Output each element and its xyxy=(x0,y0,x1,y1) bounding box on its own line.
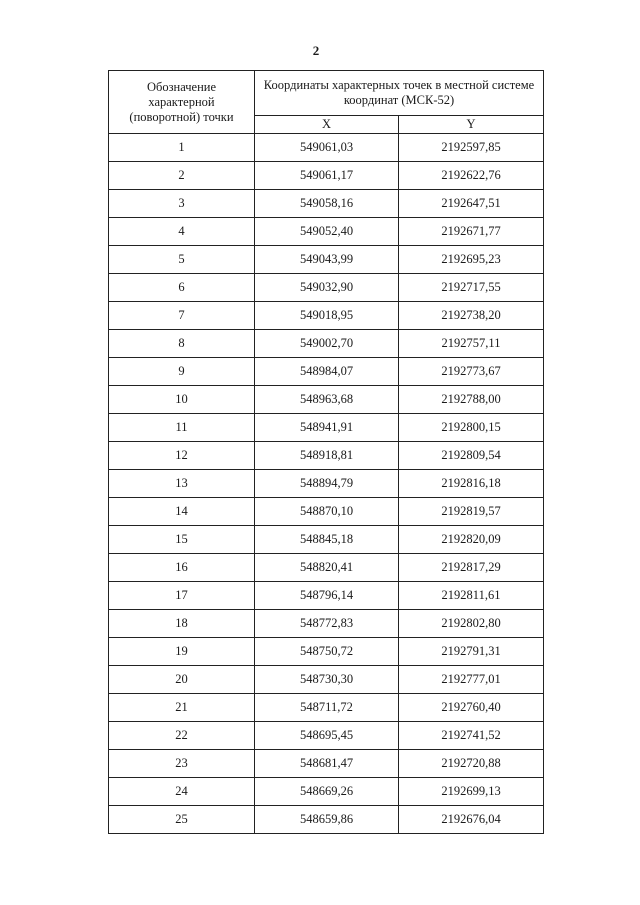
table-row xyxy=(109,162,544,190)
y-coordinate-cell: 2192760,40 xyxy=(399,694,544,722)
table-row xyxy=(109,246,544,274)
x-coordinate-cell: 548659,86 xyxy=(255,806,399,834)
x-coordinate-cell: 549058,16 xyxy=(255,190,399,218)
y-coordinate-cell: 2192791,31 xyxy=(399,638,544,666)
x-coordinate-cell: 548772,83 xyxy=(255,610,399,638)
coordinates-table xyxy=(108,70,544,834)
point-number-cell: 2 xyxy=(109,162,255,190)
y-coordinate-cell: 2192741,52 xyxy=(399,722,544,750)
point-number-cell: 22 xyxy=(109,722,255,750)
x-coordinate-cell: 549018,95 xyxy=(255,302,399,330)
point-number-cell: 7 xyxy=(109,302,255,330)
x-coordinate-cell: 548820,41 xyxy=(255,554,399,582)
point-number-cell: 4 xyxy=(109,218,255,246)
x-coordinate-cell: 548963,68 xyxy=(255,386,399,414)
y-coordinate-cell: 2192757,11 xyxy=(399,330,544,358)
x-coordinate-cell: 548750,72 xyxy=(255,638,399,666)
table-row xyxy=(109,778,544,806)
y-coordinate-cell: 2192676,04 xyxy=(399,806,544,834)
y-coordinate-cell: 2192699,13 xyxy=(399,778,544,806)
table-row xyxy=(109,750,544,778)
point-number-cell: 12 xyxy=(109,442,255,470)
y-coordinate-cell: 2192717,55 xyxy=(399,274,544,302)
point-number-cell: 25 xyxy=(109,806,255,834)
x-coordinate-cell: 548984,07 xyxy=(255,358,399,386)
y-coordinate-cell: 2192777,01 xyxy=(399,666,544,694)
table-row xyxy=(109,358,544,386)
x-coordinate-cell: 549061,03 xyxy=(255,134,399,162)
y-coordinate-cell: 2192671,77 xyxy=(399,218,544,246)
point-number-cell: 15 xyxy=(109,526,255,554)
y-coordinate-cell: 2192811,61 xyxy=(399,582,544,610)
table-row xyxy=(109,218,544,246)
y-coordinate-cell: 2192809,54 xyxy=(399,442,544,470)
table-row xyxy=(109,722,544,750)
x-coordinate-cell: 548870,10 xyxy=(255,498,399,526)
y-coordinate-cell: 2192622,76 xyxy=(399,162,544,190)
table-row xyxy=(109,414,544,442)
x-coordinate-cell: 549043,99 xyxy=(255,246,399,274)
x-coordinate-cell: 549052,40 xyxy=(255,218,399,246)
point-number-cell: 18 xyxy=(109,610,255,638)
point-number-cell: 24 xyxy=(109,778,255,806)
point-number-cell: 10 xyxy=(109,386,255,414)
point-label-header xyxy=(109,71,255,134)
table-row xyxy=(109,386,544,414)
point-number-cell: 13 xyxy=(109,470,255,498)
point-label-header-line-1: Обозначение xyxy=(146,79,217,94)
table-row xyxy=(109,554,544,582)
point-number-cell: 17 xyxy=(109,582,255,610)
x-coordinate-cell: 548918,81 xyxy=(255,442,399,470)
point-number-cell: 14 xyxy=(109,498,255,526)
point-number-cell: 16 xyxy=(109,554,255,582)
table-row xyxy=(109,274,544,302)
point-label-header-line-3: (поворотной) точки xyxy=(129,109,234,124)
y-column-header: Y xyxy=(399,116,544,134)
point-label-header-line-2: характерной xyxy=(148,94,215,109)
x-coordinate-cell: 549032,90 xyxy=(255,274,399,302)
table-row xyxy=(109,582,544,610)
y-coordinate-cell: 2192597,85 xyxy=(399,134,544,162)
y-coordinate-cell: 2192720,88 xyxy=(399,750,544,778)
y-coordinate-cell: 2192773,67 xyxy=(399,358,544,386)
table-row xyxy=(109,610,544,638)
x-coordinate-cell: 549002,70 xyxy=(255,330,399,358)
x-coordinate-cell: 548894,79 xyxy=(255,470,399,498)
table-row xyxy=(109,526,544,554)
point-number-cell: 20 xyxy=(109,666,255,694)
point-number-cell: 23 xyxy=(109,750,255,778)
table-row xyxy=(109,470,544,498)
table-row xyxy=(109,498,544,526)
y-coordinate-cell: 2192738,20 xyxy=(399,302,544,330)
table-row xyxy=(109,190,544,218)
y-coordinate-cell: 2192800,15 xyxy=(399,414,544,442)
y-coordinate-cell: 2192819,57 xyxy=(399,498,544,526)
point-number-cell: 6 xyxy=(109,274,255,302)
table-row xyxy=(109,666,544,694)
table-row xyxy=(109,330,544,358)
y-coordinate-cell: 2192788,00 xyxy=(399,386,544,414)
y-coordinate-cell: 2192802,80 xyxy=(399,610,544,638)
table-row xyxy=(109,442,544,470)
y-coordinate-cell: 2192695,23 xyxy=(399,246,544,274)
table-row xyxy=(109,134,544,162)
point-number-cell: 19 xyxy=(109,638,255,666)
x-coordinate-cell: 548711,72 xyxy=(255,694,399,722)
x-coordinate-cell: 548845,18 xyxy=(255,526,399,554)
point-number-cell: 21 xyxy=(109,694,255,722)
table-row xyxy=(109,302,544,330)
y-coordinate-cell: 2192817,29 xyxy=(399,554,544,582)
point-number-cell: 3 xyxy=(109,190,255,218)
x-coordinate-cell: 549061,17 xyxy=(255,162,399,190)
x-coordinate-cell: 548796,14 xyxy=(255,582,399,610)
page-number: 2 xyxy=(312,43,320,58)
table-body xyxy=(109,134,544,834)
x-coordinate-cell: 548669,26 xyxy=(255,778,399,806)
coords-title-header: Координаты характерных точек в местной системе координат (МСК-52) xyxy=(255,71,544,116)
table-row xyxy=(109,694,544,722)
point-number-cell: 1 xyxy=(109,134,255,162)
table-header-row xyxy=(109,71,544,116)
y-coordinate-cell: 2192647,51 xyxy=(399,190,544,218)
table-row xyxy=(109,806,544,834)
point-number-cell: 9 xyxy=(109,358,255,386)
point-number-cell: 8 xyxy=(109,330,255,358)
point-number-cell: 11 xyxy=(109,414,255,442)
y-coordinate-cell: 2192820,09 xyxy=(399,526,544,554)
x-coordinate-cell: 548681,47 xyxy=(255,750,399,778)
x-coordinate-cell: 548695,45 xyxy=(255,722,399,750)
table-row xyxy=(109,638,544,666)
x-coordinate-cell: 548941,91 xyxy=(255,414,399,442)
x-coordinate-cell: 548730,30 xyxy=(255,666,399,694)
x-column-header: X xyxy=(255,116,399,134)
y-coordinate-cell: 2192816,18 xyxy=(399,470,544,498)
point-number-cell: 5 xyxy=(109,246,255,274)
